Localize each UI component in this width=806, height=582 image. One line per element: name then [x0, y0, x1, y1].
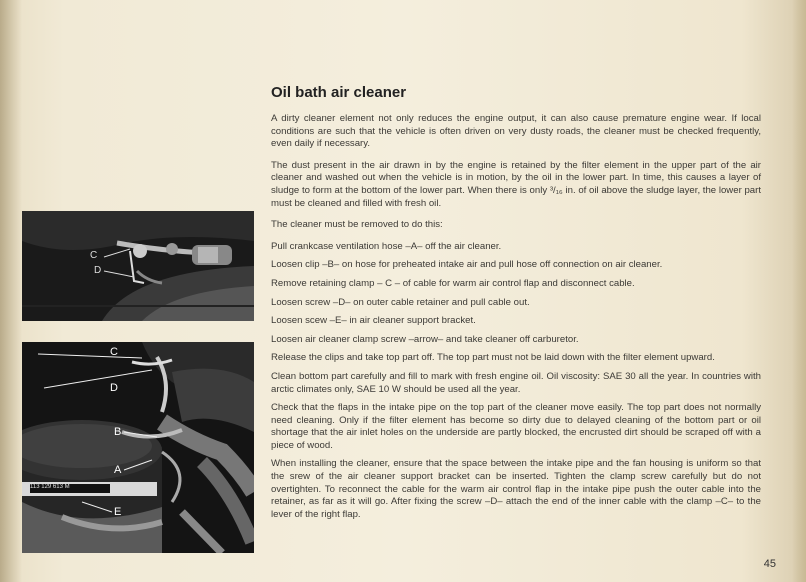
step-item: Loosen air cleaner clamp screw –arrow– and take cleaner off carburetor.: [271, 333, 579, 345]
step-item: Release the clips and take top part off. The top part must not be laid down with the filter element upward.: [271, 352, 715, 364]
figure-air-cleaner-photo: [22, 342, 254, 553]
removal-intro: The cleaner must be removed to do this:: [271, 219, 443, 231]
figure-2-illustration: [22, 342, 254, 553]
step-item: When installing the cleaner, ensure that the space between the intake pipe and the fan housing is uniform so that the srew of the air cleaner support bracket can be inserted. Tighten the clamp screw carefully but do not overtighten. To reconnect the cable for the warm air control flap in the intake pipe push the outer cable into the retainer, as far as it will go. After fixing the screw –D– attach the end of the inner cable with the clamp –C– to the lever of the right flap.: [271, 458, 761, 520]
step-list: [271, 241, 761, 522]
page-title: Oil bath air cleaner: [271, 84, 407, 101]
figure-2-label-a: A: [114, 464, 122, 476]
figure-1-illustration: [22, 211, 254, 321]
step-item: Check that the flaps in the intake pipe on the top part of the cleaner move easily. The top part does not normally need cleaning. Only if the filter element has become so dirty due to delayed cleaning of the bottom part or oil shortage that the air inlet holes on the underside are partly blocked, the encrusted dirt should be scraped off with a piece of wood.: [271, 402, 761, 451]
figure-1-label-c: C: [90, 250, 98, 261]
figure-2-label-d: D: [110, 382, 118, 394]
figure-2-label-e: E: [114, 506, 122, 518]
intro-paragraph: A dirty cleaner element not only reduces the engine output, it can also cause premature engine wear. If local conditions are such that the vehicle is often driven on very dusty roads, the cleaner must be checked frequently, even daily if necessary.: [271, 113, 761, 150]
figure-2-part-number: 113 129 613 M: [30, 484, 70, 490]
page-number: 45: [763, 558, 776, 570]
step-item: Loosen clip –B– on hose for preheated intake air and pull hose off connection on air cleaner.: [271, 259, 663, 271]
step-item: Loosen screw –D– on outer cable retainer and pull cable out.: [271, 296, 530, 308]
figure-2-label-b: B: [114, 426, 122, 438]
step-item: Remove retaining clamp – C – of cable for warm air control flap and disconnect cable.: [271, 277, 635, 289]
step-item: Clean bottom part carefully and fill to mark with fresh engine oil. Oil viscosity: SAE 30 all the year. In countries with arctic climates only, SAE 10 W should be used all the year.: [271, 370, 761, 395]
figure-1-label-d: D: [94, 265, 102, 276]
article: [271, 84, 761, 527]
figure-cable-retainer-photo: [22, 211, 254, 321]
figure-2-label-c: C: [110, 346, 118, 358]
page-edge: [792, 0, 806, 582]
page-gutter: [0, 0, 22, 582]
dust-paragraph: The dust present in the air drawn in by the engine is retained by the filter element in the upper part of the air cleaner and washed out when the vehicle is in motion, by the oil in the lower part. In time, this causes a layer of sludge to form at the bottom of the lower part. When there is only ³/₁₆ in. of oil above the sludge layer, the lower part must be cleaned and filled with fresh oil.: [271, 159, 761, 209]
step-item: Loosen scew –E– in air cleaner support bracket.: [271, 315, 476, 327]
step-item: Pull crankcase ventilation hose –A– off the air cleaner.: [271, 240, 502, 252]
